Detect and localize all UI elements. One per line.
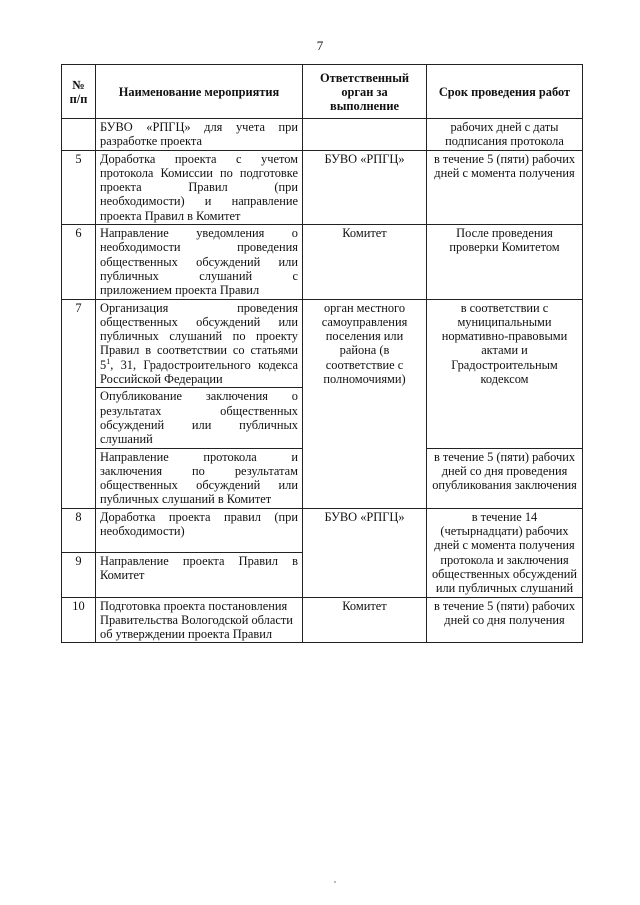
table-header-row	[62, 65, 583, 119]
events-table	[61, 64, 583, 643]
table-row	[62, 299, 583, 388]
table-row	[62, 225, 583, 299]
row-term-cell: После проведения проверки Комитетом	[427, 225, 583, 299]
row-num-cell: 8	[62, 508, 96, 552]
row-name-cell: Подготовка проекта постановления Правительства Вологодской области об утверждении проекта Правил	[96, 597, 303, 643]
row-num-cell: 9	[62, 553, 96, 597]
row-name-cell	[96, 299, 303, 388]
row-org-cell: Комитет	[303, 597, 427, 643]
row-name-cell: Доработка проекта правил (при необходимости)	[96, 508, 303, 552]
row-name-cell: Доработка проекта с учетом протокола Комиссии по подготовке проекта Правил (при необходимости) и направление проекта Правил в Комитет	[96, 150, 303, 224]
row-num-cell: 7	[62, 299, 96, 508]
header-num: № п/п	[62, 65, 96, 119]
row-term-cell: в течение 5 (пяти) рабочих дней со дня получения	[427, 597, 583, 643]
table-row	[62, 150, 583, 224]
row-org-cell: Комитет	[303, 225, 427, 299]
row-term-cell: в соответствии с муниципальными нормативно-правовыми актами и Градостроительным кодексом	[427, 299, 583, 448]
superscript: 1	[106, 356, 111, 366]
row-org-cell: орган местного самоуправления поселения или района (в соответствие с полномочиями)	[303, 299, 427, 508]
row-num-cell: 10	[62, 597, 96, 643]
row-term-cell: в течение 14 (четырнадцати) рабочих дней с момента получения протокола и заключения общественных обсуждений или публичных слушаний	[427, 508, 583, 597]
row-term-cell: в течение 5 (пяти) рабочих дней со дня проведения опубликования заключения	[427, 448, 583, 508]
row-name-cell: Направление протокола и заключения по результатам общественных обсуждений или публичных слушаний в Комитет	[96, 448, 303, 508]
row-org-cell: БУВО «РПГЦ»	[303, 508, 427, 597]
row-name-cell: Опубликование заключения о результатах общественных обсуждений или публичных слушаний	[96, 388, 303, 448]
header-name: Наименование мероприятия	[96, 65, 303, 119]
name-text: Организация проведения общественных обсуждений или публичных слушаний по проекту Правил в соответствии со статьями 5	[100, 300, 298, 372]
scan-speck	[334, 881, 336, 883]
header-org: Ответственный орган за выполнение	[303, 65, 427, 119]
row-term-cell: рабочих дней с даты подписания протокола	[427, 119, 583, 151]
table-row	[62, 119, 583, 151]
row-num-cell: 5	[62, 150, 96, 224]
row-num-cell: 6	[62, 225, 96, 299]
row-org-cell: БУВО «РПГЦ»	[303, 150, 427, 224]
row-name-cell: БУВО «РПГЦ» для учета при разработке проекта	[96, 119, 303, 151]
page-number: 7	[316, 38, 324, 53]
table-row	[62, 597, 583, 643]
row-name-cell: Направление проекта Правил в Комитет	[96, 553, 303, 597]
name-text: , 31, Градостроительного кодекса Российской Федерации	[100, 357, 298, 387]
row-name-cell: Направление уведомления о необходимости проведения общественных обсуждений или публичных слушаний с приложением проекта Правил	[96, 225, 303, 299]
table-row	[62, 508, 583, 552]
row-org-cell	[303, 119, 427, 151]
header-term: Срок проведения работ	[427, 65, 583, 119]
row-term-cell: в течение 5 (пяти) рабочих дней с момента получения	[427, 150, 583, 224]
row-num-cell	[62, 119, 96, 151]
